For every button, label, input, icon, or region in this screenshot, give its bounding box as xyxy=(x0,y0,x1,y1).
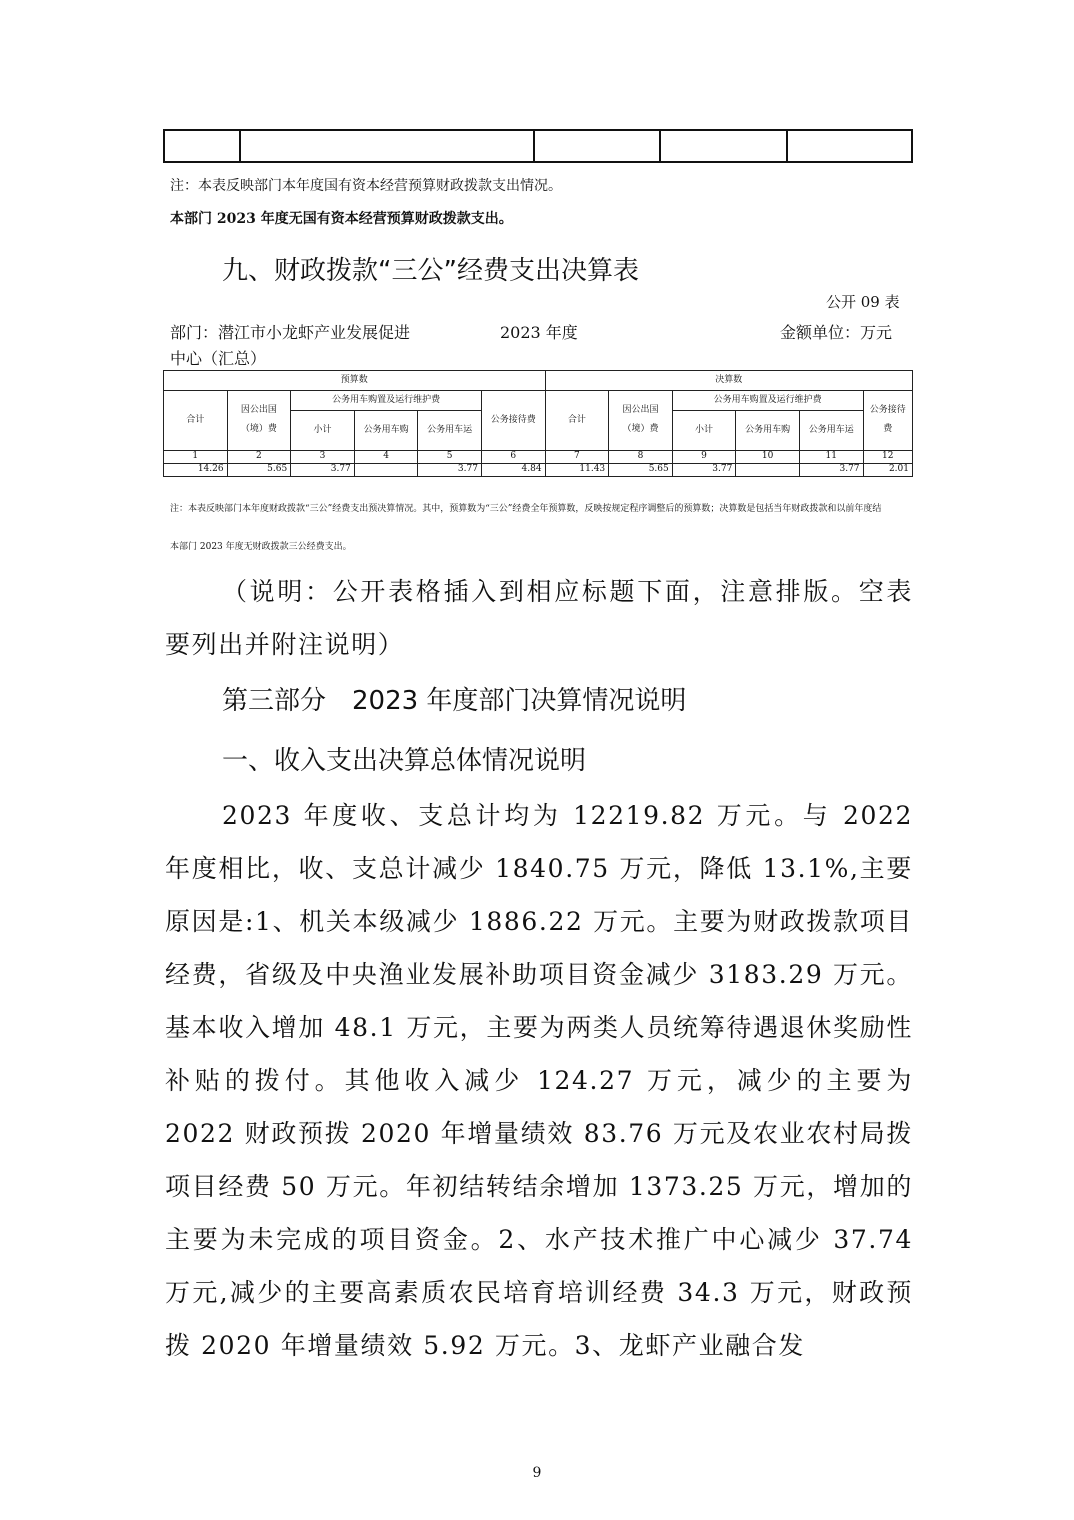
final-total-header: 合计 xyxy=(545,391,609,451)
layout-explanation: （说明：公开表格插入到相应标题下面，注意排版。空表要列出并附注说明） xyxy=(165,577,913,659)
value-cell: 2.01 xyxy=(863,464,912,477)
final-abroad-header: 因公出国 （境）费 xyxy=(609,391,673,451)
budget-vehicle-buy-header: 公务用车购 xyxy=(354,411,418,451)
department-label-cont: 中心（汇总） xyxy=(170,349,267,368)
value-cell: 5.65 xyxy=(609,464,673,477)
budget-total-header: 合计 xyxy=(164,391,228,451)
final-reception-header: 公务接待 费 xyxy=(863,391,912,451)
fiscal-year: 2023 年度 xyxy=(500,323,578,342)
final-subtotal-header: 小计 xyxy=(672,411,736,451)
column-index: 2 xyxy=(227,451,291,464)
three-public-table-note: 注：本表反映部门本年度财政拨款“三公”经费支出预决算情况。其中，预算数为“三公”经费全年预算数，反映按规定程序调整后的预算数；决算数是包括当年财政拨款和以前年度结 xyxy=(170,504,882,514)
page-number: 9 xyxy=(532,1465,542,1481)
budget-reception-header: 公务接待费 xyxy=(481,391,545,451)
budget-vehicle-run-header: 公务用车运 xyxy=(418,411,482,451)
department-label: 部门：潜江市小龙虾产业发展促进 xyxy=(170,323,411,342)
value-cell: 3.77 xyxy=(672,464,736,477)
state-capital-no-expense-note: 本部门 2023 年度无国有资本经营预算财政拨款支出。 xyxy=(170,211,513,227)
final-header: 决算数 xyxy=(545,371,912,391)
part-3-title: 第三部分 2023 年度部门决算情况说明 xyxy=(222,686,687,716)
value-cell: 11.43 xyxy=(545,464,609,477)
amount-unit: 金额单位：万元 xyxy=(780,323,893,342)
column-index: 8 xyxy=(609,451,673,464)
income-expense-paragraph: 2023 年度收、支总计均为 12219.82 万元。与 2022 年度相比，收、支总计减少 1840.75 万元，降低 13.1%,主要原因是:1、机关本级减少 1886.22 万元。主要为财政拨款项目经费，省级及中央渔业发展补助项目资金减少 3183.29 万元。基本收入增加 48.1 万元，主要为两类人员统筹待遇退休奖励性补贴的拨付。其他收入减少 124.27 万元，减少的主要为 2022 财政预拨 2020 年增量绩效 83.76 万元及农业农村局拨项目经费 50 万元。年初结转结余增加 1373.25 万元，增加的主要为未完成的项目资金。2、水产技术推广中心减少 37.74 万元,减少的主要高素质农民培育培训经费 34.3 万元，财政预拨 2020 年增量绩效 5.92 万元。3、龙虾产业融合发 xyxy=(165,801,913,1360)
previous-table-tail xyxy=(163,129,913,163)
column-index: 9 xyxy=(672,451,736,464)
three-public-no-expense-note: 本部门 2023 年度无财政拨款三公经费支出。 xyxy=(170,542,352,552)
column-index: 10 xyxy=(736,451,800,464)
value-cell: 3.77 xyxy=(418,464,482,477)
column-index: 5 xyxy=(418,451,482,464)
section-1-title: 一、收入支出决算总体情况说明 xyxy=(222,746,587,776)
budget-vehicle-group-header: 公务用车购置及运行维护费 xyxy=(291,391,482,411)
value-cell xyxy=(736,464,800,477)
budget-header: 预算数 xyxy=(164,371,546,391)
budget-abroad-header: 因公出国 （境）费 xyxy=(227,391,291,451)
column-index: 12 xyxy=(863,451,912,464)
column-index: 4 xyxy=(354,451,418,464)
budget-subtotal-header: 小计 xyxy=(291,411,355,451)
column-index: 7 xyxy=(545,451,609,464)
final-vehicle-buy-header: 公务用车购 xyxy=(736,411,800,451)
value-cell xyxy=(354,464,418,477)
value-cell: 3.77 xyxy=(799,464,863,477)
column-index: 11 xyxy=(799,451,863,464)
column-index: 6 xyxy=(481,451,545,464)
final-vehicle-run-header: 公务用车运 xyxy=(799,411,863,451)
final-vehicle-group-header: 公务用车购置及运行维护费 xyxy=(672,391,863,411)
value-cell: 4.84 xyxy=(481,464,545,477)
three-public-expense-table xyxy=(163,370,913,477)
column-index: 3 xyxy=(291,451,355,464)
state-capital-table-note: 注：本表反映部门本年度国有资本经营预算财政拨款支出情况。 xyxy=(170,178,562,194)
value-cell: 5.65 xyxy=(227,464,291,477)
section-9-title: 九、财政拨款“三公”经费支出决算表 xyxy=(222,256,639,286)
value-cell: 14.26 xyxy=(164,464,228,477)
column-index: 1 xyxy=(164,451,228,464)
value-cell: 3.77 xyxy=(291,464,355,477)
table-number: 公开 09 表 xyxy=(826,293,900,311)
